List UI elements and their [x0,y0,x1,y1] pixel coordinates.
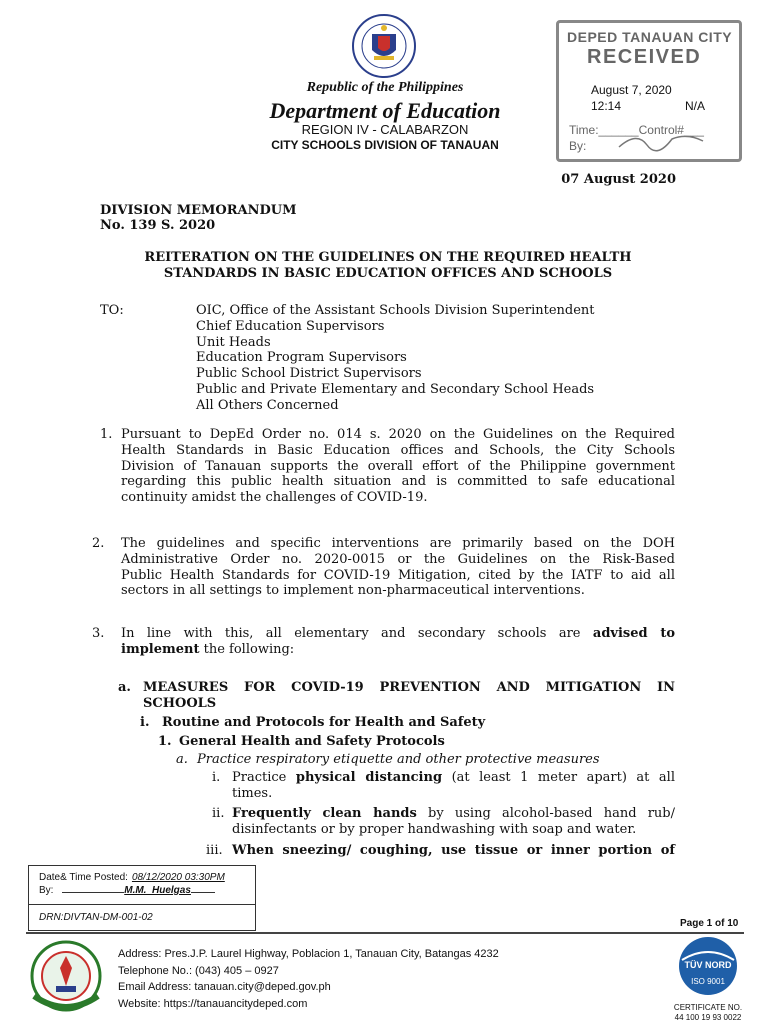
paragraph-line: The guidelines and specific interventions are primarily based on the DOH [121,536,675,551]
recipient-item: All Others Concerned [196,397,339,413]
paragraph-line: Health Standards in Basic Education offices and Schools, the City Schools [121,442,675,458]
paragraph-text: In line with this, all elementary and secondary schools are [121,626,581,641]
roman-ii-label: ii. [212,806,225,821]
stamp-time: 12:14 [591,99,622,113]
recipient-item: Public School District Supervisors [196,366,422,382]
footer-divider [26,932,744,934]
recipient-item: Chief Education Supervisors [196,318,385,334]
stamp-received: RECEIVED [587,46,702,68]
address: Address: Pres.J.P. Laurel Highway, Poblacion 1, Tanauan City, Batangas 4232 [118,948,499,960]
outline-i-text: Routine and Protocols for Health and Safety [162,715,486,730]
email: Email Address: tanauan.city@deped.gov.ph [118,981,331,993]
received-stamp [556,20,742,162]
recipient-item: Education Program Supervisors [196,350,407,366]
cert-label: CERTIFICATE NO. [673,1003,743,1012]
republic-heading: Republic of the Philippines [306,80,464,95]
paragraph-emphasis: implement [121,641,200,657]
paragraph-1-number: 1. [100,427,113,442]
posted-by-label: By: [39,885,54,896]
paragraph-2-number: 2. [92,536,105,551]
item-emphasis: Frequently clean hands [232,806,417,821]
outline-1-label: 1. [158,734,172,749]
paragraph-line: Division of Tanauan supports the overall effort of the Philippine government [121,458,675,474]
page-number: Page 1 of 10 [680,918,739,929]
telephone: Telephone No.: (043) 405 – 0927 [118,964,279,977]
paragraph-2 [121,536,675,599]
paragraph-line: continuity amidst the challenges of COVID-19. [121,490,428,506]
website: Website: https://tanauancitydeped.com [118,997,308,1010]
posted-value: 08/12/2020 03:30PM [131,872,225,883]
roman-iii-label: iii. [206,843,223,858]
paragraph-text: the following: [203,641,295,657]
item-text: Practice [232,770,287,785]
cert-number: 44 100 19 93 0022 [674,1013,742,1022]
division-seal-logo [26,938,106,1018]
drn-code: DRN:DIVTAN-DM-001-02 [39,912,153,923]
outline-1-text: General Health and Safety Protocols [179,734,445,749]
roman-i-label: i. [212,770,221,785]
outline-i-label: i. [140,715,150,730]
outline-a-line-1: MEASURES FOR COVID-19 PREVENTION AND MITIGATION IN [143,680,675,695]
subject-line-2: STANDARDS IN BASIC EDUCATION OFFICES AND SCHOOLS [163,265,613,281]
roman-iii-text: When sneezing/ coughing, use tissue or inner portion of [232,843,675,858]
iso-certification [668,934,748,1024]
outline-a [143,680,675,712]
recipient-list [196,303,595,414]
memo-subject [100,250,676,281]
posting-info-box [28,865,256,931]
recipient-item: Unit Heads [196,334,271,350]
memo-type: DIVISION MEMORANDUM [100,203,297,218]
outline-a-label: a. [118,680,131,695]
roman-i-item [232,770,675,802]
department-heading: Department of Education [269,98,501,123]
paragraph-line: Pursuant to DepEd Order no. 014 s. 2020 on the Guidelines on the Required [121,427,675,442]
memo-title [100,203,297,233]
paragraph-emphasis: advised to [592,626,676,641]
signature-icon [617,127,707,155]
memo-number: No. 139 S. 2020 [100,218,216,233]
posted-by-value: M.M._Huelgas [124,885,191,896]
paragraph-line: regarding this public health situation and is committed to safe educational [121,474,675,490]
deped-seal-logo [352,14,416,78]
stamp-na: N/A [685,99,706,113]
to-label: TO: [100,303,124,318]
paragraph-line: Public Health Standards for COVID-19 Mitigation, cited by the IATF to aid all [121,567,675,583]
division-heading: CITY SCHOOLS DIVISION OF TANAUAN [271,138,499,152]
memo-date: 07 August 2020 [561,172,676,187]
stamp-office: DEPED TANAUAN CITY [567,29,733,45]
iso-logo-icon [668,934,748,998]
iso-label: ISO 9001 [691,977,725,986]
stamp-by-label: By: [569,139,587,153]
item-text: (at least 1 meter apart) at all [451,770,675,785]
outline-a-line-2: SCHOOLS [143,695,217,711]
outline-sub-a-label: a. [176,752,188,767]
paragraph-1 [121,427,675,506]
item-emphasis: physical distancing [295,770,443,785]
stamp-date: August 7, 2020 [591,83,672,97]
subject-line-1: REITERATION ON THE GUIDELINES ON THE REQUIRED HEALTH [144,250,632,265]
posted-label: Date& Time Posted: [39,872,128,883]
roman-ii-item [232,806,675,838]
item-text: by using alcohol-based hand rub/ [428,806,675,821]
recipient-item: OIC, Office of the Assistant Schools Division Superintendent [196,303,595,318]
item-text: disinfectants or by proper handwashing with soap and water. [232,822,637,837]
outline-sub-a-text: Practice respiratory etiquette and other protective measures [197,752,600,767]
item-text: times. [232,786,273,801]
iso-brand: TÜV NORD [684,960,732,970]
paragraph-line: sectors in all settings to implement non-pharmaceutical interventions. [121,583,585,599]
paragraph-3 [121,626,675,658]
paragraph-line: Administrative Order no. 2020-0015 or the Guidelines on the Risk-Based [121,551,675,567]
recipient-item: Public and Private Elementary and Secondary School Heads [196,381,595,397]
contact-info [118,946,499,1012]
paragraph-3-number: 3. [92,626,105,641]
region-heading: REGION IV - CALABARZON [301,122,469,137]
stamp-time-label: Time:______Control#___ [569,123,704,137]
